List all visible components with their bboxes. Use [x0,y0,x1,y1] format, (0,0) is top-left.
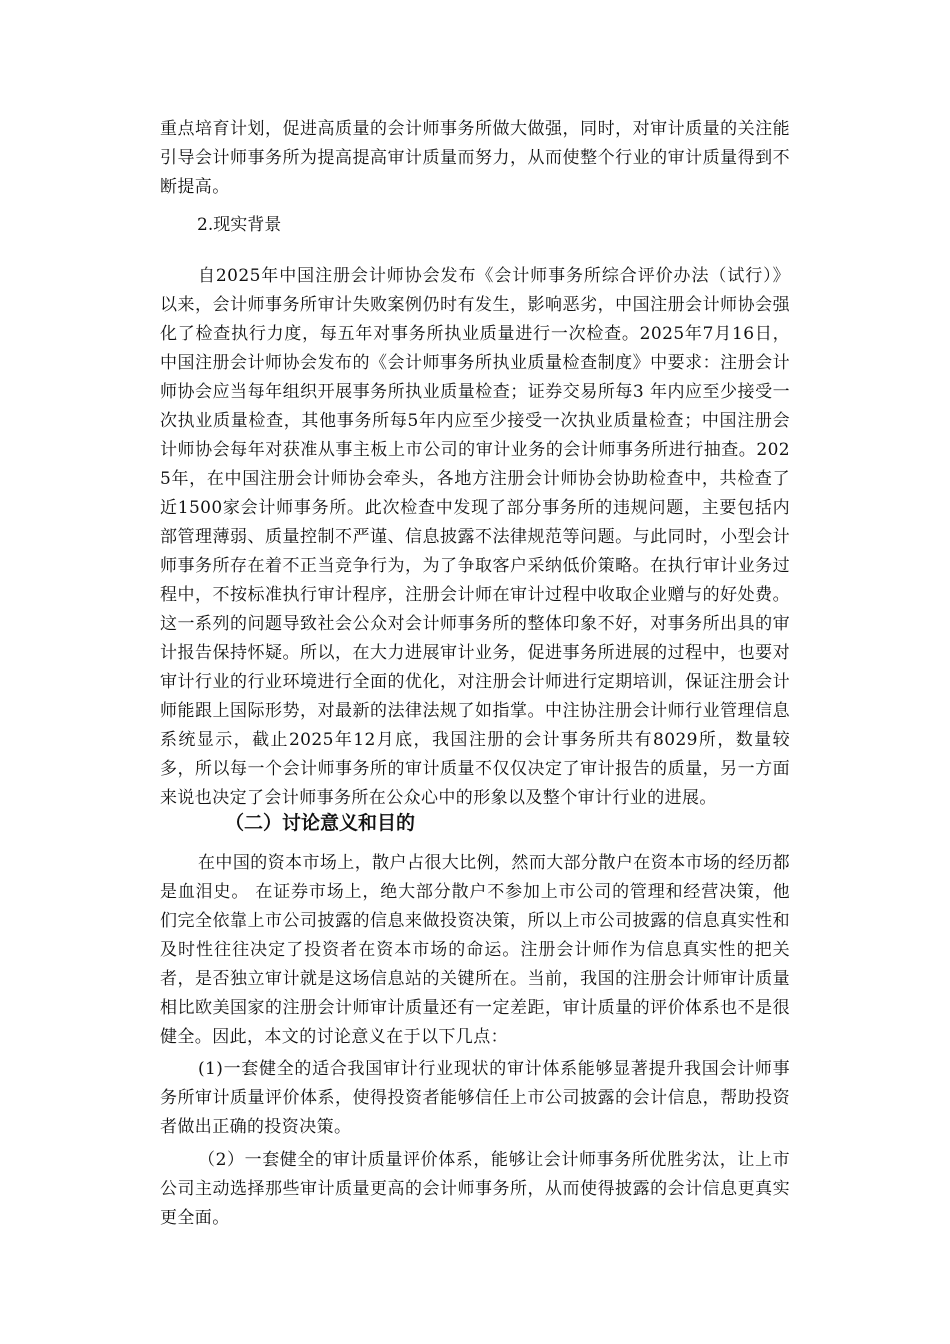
background-paragraph: 自2025年中国注册会计师协会发布《会计师事务所综合评价办法（试行）》以来，会计师事务所审计失败案例仍时有发生，影响恶劣，中国注册会计师协会强化了检查执行力度，每五年对事务所执业质量进行一次检查。2025年7月16日，中国注册会计师协会发布的《会计师事务所执业质量检查制度》中要求：注册会计师协会应当每年组织开展事务所执业质量检查；证券交易所每3 年内应至少接受一次执业质量检查，其他事务所每5年内应至少接受一次执业质量检查；中国注册会计师协会每年对获准从事主板上市公司的审计业务的会计师事务所进行抽查。2025年，在中国注册会计师协会牵头，各地方注册会计师协会协助检查中，共检查了近1500家会计师事务所。此次检查中发现了部分事务所的违规问题，主要包括内部管理薄弱、质量控制不严谨、信息披露不法律规范等问题。与此同时，小型会计师事务所存在着不正当竞争行为，为了争取客户采纳低价策略。在执行审计业务过程中，不按标准执行审计程序，注册会计师在审计过程中收取企业赠与的好处费。这一系列的问题导致社会公众对会计师事务所的整体印象不好，对事务所出具的审计报告保持怀疑。所以，在大力进展审计业务，促进事务所进展的过程中，也要对审计行业的行业环境进行全面的优化，对注册会计师进行定期培训，保证注册会计师能跟上国际形势，对最新的法律法规了如指掌。中注协注册会计师行业管理信息系统显示，截止2025年12月底，我国注册的会计事务所共有8029所，数量较多，所以每一个会计师事务所的审计质量不仅仅决定了审计报告的质量，另一方面来说也决定了会计师事务所在公众心中的形象以及整个审计行业的进展。 [160,266,790,808]
continuation-paragraph: 重点培育计划，促进高质量的会计师事务所做大做强，同时，对审计质量的关注能引导会计师事务所为提高提高审计质量而努力，从而使整个行业的审计质量得到不断提高。 [160,119,790,197]
point-1-paragraph: (1)一套健全的适合我国审计行业现状的审计体系能够显著提升我国会计师事务所审计质量评价体系，使得投资者能够信任上市公司披露的会计信息，帮助投资者做出正确的投资决策。 [160,1059,790,1137]
section-heading-significance: （二）讨论意义和目的 [225,812,416,834]
significance-paragraph: 在中国的资本市场上，散户占很大比例，然而大部分散户在资本市场的经历都是血泪史。 在证券市场上，绝大部分散户不参加上市公司的管理和经营决策，他们完全依靠上市公司披露的信息来做投资决策，所以上市公司披露的信息真实性和及时性往往决定了投资者在资本市场的命运。注册会计师作为信息真实性的把关者，是否独立审计就是这场信息站的关键所在。当前，我国的注册会计师审计质量相比欧美国家的注册会计师审计质量还有一定差距，审计质量的评价体系也不是很健全。因此，本文的讨论意义在于以下几点： [160,853,790,1047]
point-2-paragraph: （2）一套健全的审计质量评价体系，能够让会计师事务所优胜劣汰，让上市公司主动选择那些审计质量更高的会计师事务所，从而使得披露的会计信息更真实更全面。 [160,1150,790,1228]
subheading-practical-background: 2.现实背景 [197,215,282,235]
